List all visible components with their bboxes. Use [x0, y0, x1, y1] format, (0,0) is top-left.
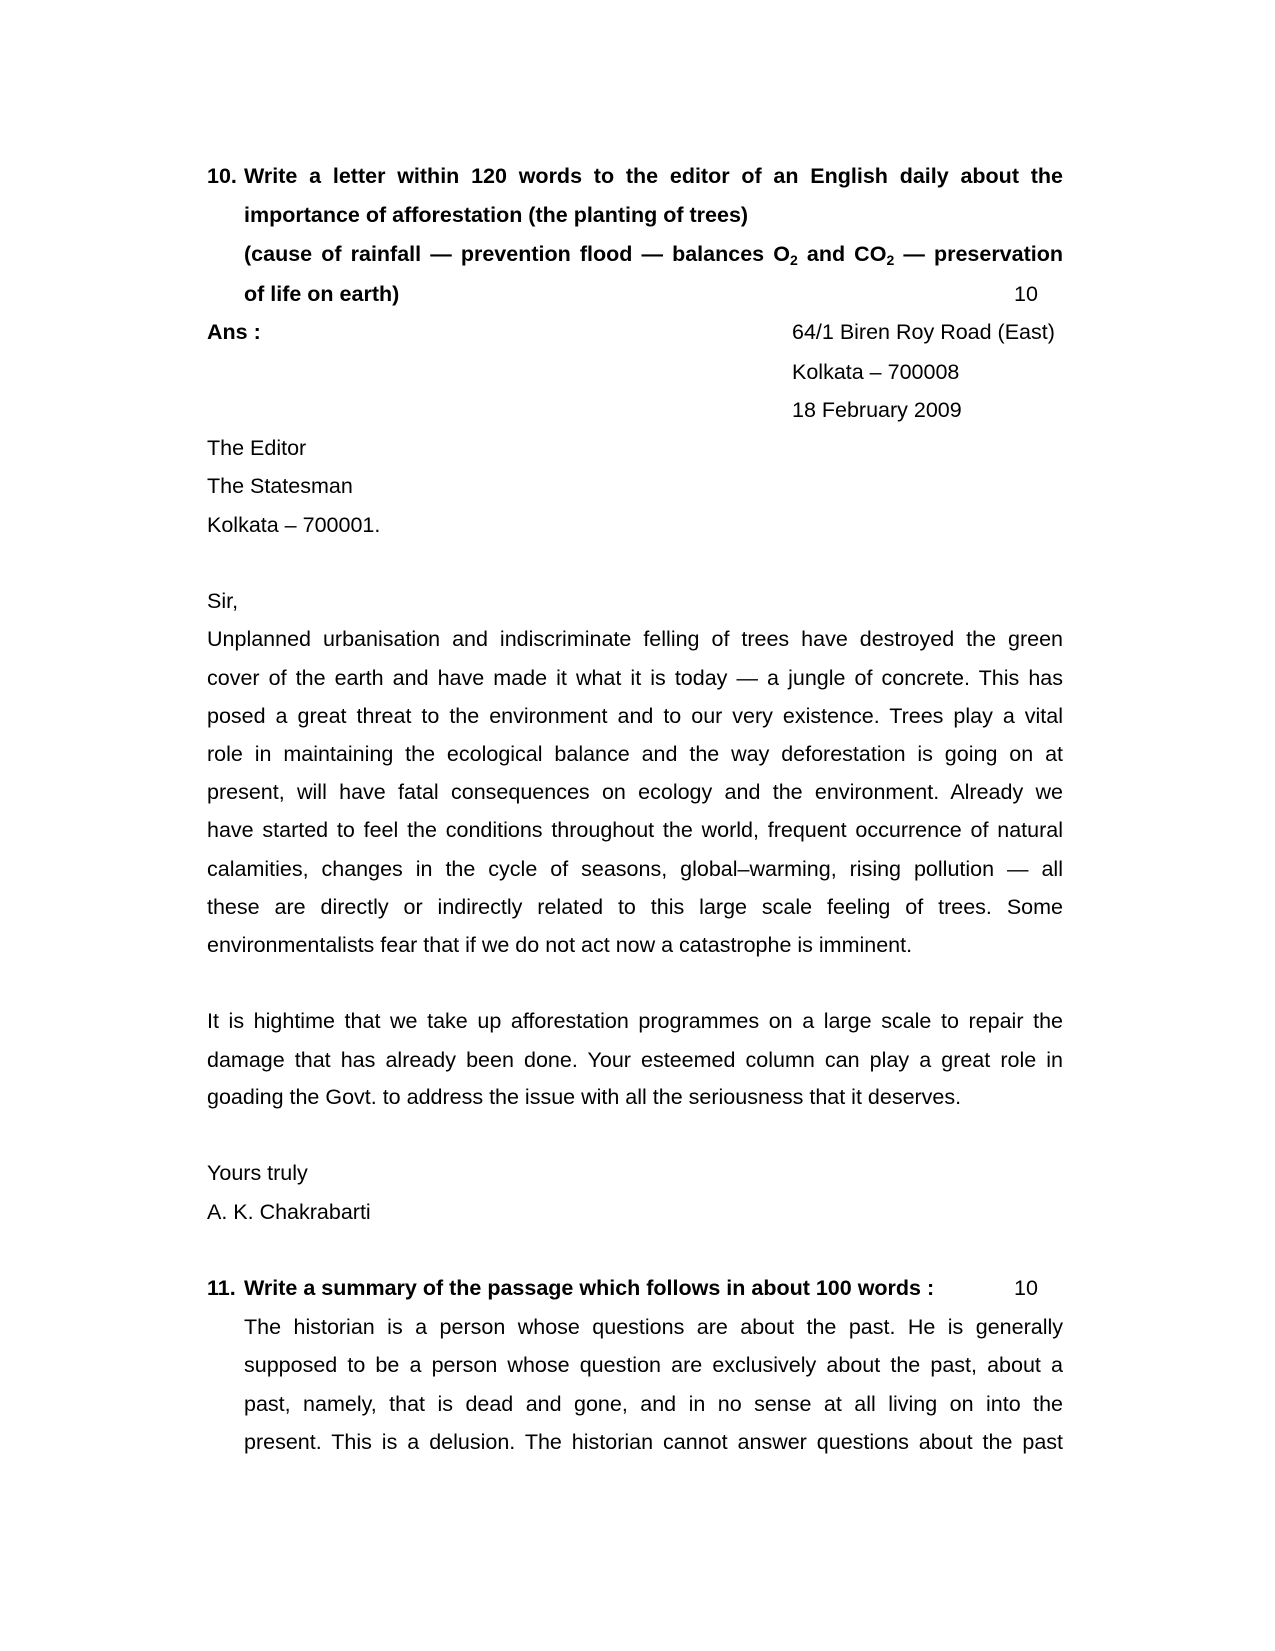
recipient-line: The Editor: [207, 436, 307, 460]
answer-label: Ans :: [207, 320, 261, 344]
body-paragraph-2-line: It is hightime that we take up afforestation programmes on a large scale to repair the: [207, 1009, 1063, 1033]
closing: Yours truly: [207, 1161, 308, 1185]
question-11-number: 11.: [207, 1276, 236, 1300]
question-10-number: 10.: [207, 164, 237, 188]
sender-date: 18 February 2009: [792, 398, 962, 422]
question-11-heading: Write a summary of the passage which follows in about 100 words :: [244, 1276, 935, 1300]
body-paragraph-1-line: have started to feel the conditions throughout the world, frequent occurrence of natural: [207, 818, 1063, 842]
hint-part-a: (cause of rainfall — prevention flood — balances O: [244, 242, 790, 266]
hint-part-b: and CO: [797, 242, 887, 266]
signature: A. K. Chakrabarti: [207, 1200, 371, 1224]
body-paragraph-1-line: role in maintaining the ecological balance and the way deforestation is going on at: [207, 742, 1063, 766]
recipient-line: The Statesman: [207, 474, 353, 498]
passage-line: The historian is a person whose questions are about the past. He is generally: [244, 1315, 1063, 1339]
body-paragraph-2-line: damage that has already been done. Your esteemed column can play a great role in: [207, 1048, 1063, 1072]
body-paragraph-1-line: these are directly or indirectly related to this large scale feeling of trees. Some: [207, 895, 1063, 919]
question-10-line-2: importance of afforestation (the planting of trees): [244, 203, 749, 227]
body-paragraph-1-line: calamities, changes in the cycle of seasons, global–warming, rising pollution — all: [207, 857, 1063, 881]
question-10-line-1: Write a letter within 120 words to the editor of an English daily about the: [244, 164, 1063, 188]
body-paragraph-1-line: present, will have fatal consequences on ecology and the environment. Already we: [207, 780, 1063, 804]
body-paragraph-2-line: goading the Govt. to address the issue with all the seriousness that it deserves.: [207, 1085, 962, 1109]
sender-address-line: 64/1 Biren Roy Road (East): [792, 320, 1055, 344]
hint-part-c: — preservation: [894, 242, 1063, 266]
question-10-marks: 10: [1014, 282, 1038, 306]
body-paragraph-1-line: Unplanned urbanisation and indiscriminate felling of trees have destroyed the green: [207, 627, 1063, 651]
question-10-hint: [244, 242, 1063, 267]
question-10-line-4: of life on earth): [244, 282, 400, 306]
passage-line: past, namely, that is dead and gone, and in no sense at all living on into the: [244, 1392, 1063, 1416]
sender-address-line: Kolkata – 700008: [792, 360, 960, 384]
hint-subscript-2: 2: [886, 252, 895, 268]
body-paragraph-1-line: environmentalists fear that if we do not act now a catastrophe is imminent.: [207, 933, 913, 957]
passage-line: supposed to be a person whose question are exclusively about the past, about a: [244, 1353, 1063, 1377]
question-11-marks: 10: [1014, 1276, 1038, 1300]
salutation: Sir,: [207, 589, 239, 613]
body-paragraph-1-line: cover of the earth and have made it what it is today — a jungle of concrete. This has: [207, 666, 1063, 690]
passage-line: present. This is a delusion. The historian cannot answer questions about the past: [244, 1430, 1063, 1454]
body-paragraph-1-line: posed a great threat to the environment and to our very existence. Trees play a vital: [207, 704, 1063, 728]
recipient-line: Kolkata – 700001.: [207, 513, 381, 537]
hint-subscript-1: 2: [789, 252, 798, 268]
